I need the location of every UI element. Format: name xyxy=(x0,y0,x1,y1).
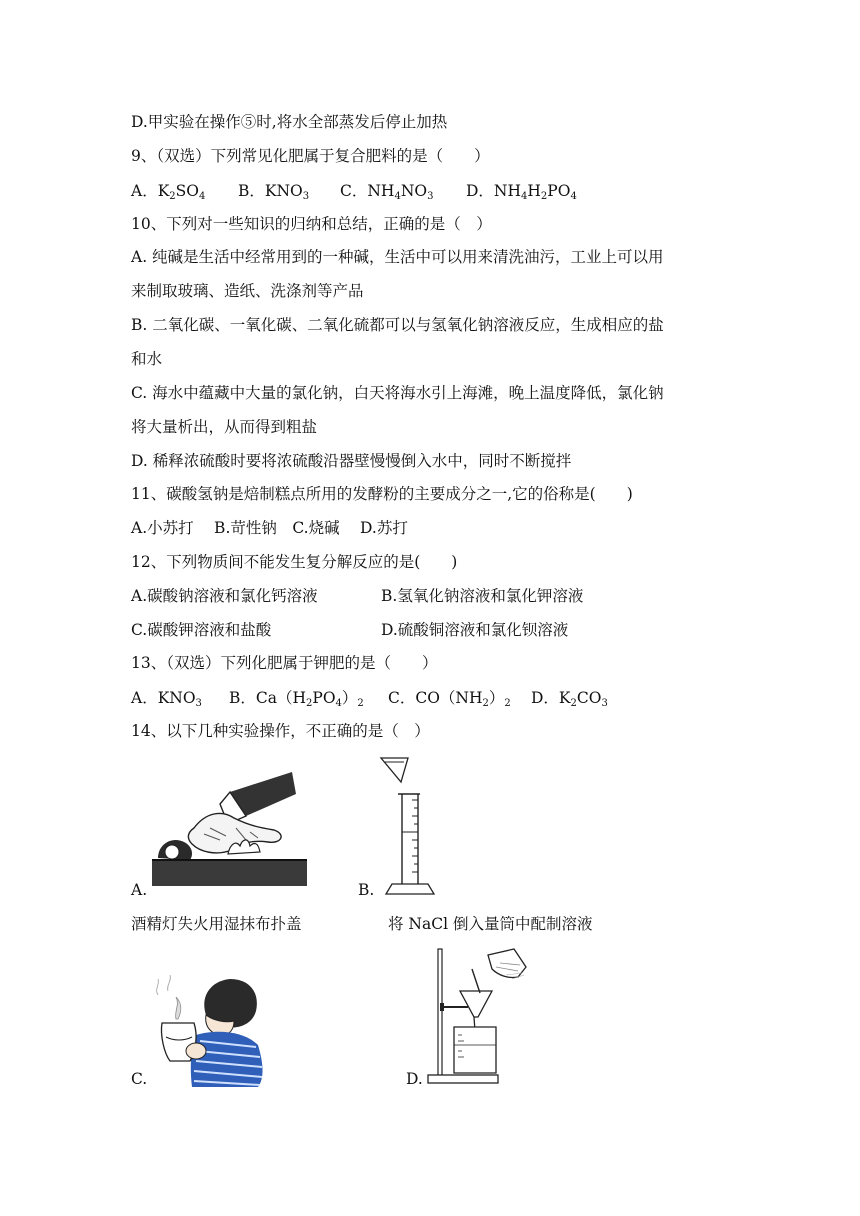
question-11: 11、碳酸氢钠是焙制糕点所用的发酵粉的主要成分之一,它的俗称是( ) xyxy=(131,485,633,503)
question-10: 10、下列对一些知识的归纳和总结，正确的是（ ） xyxy=(131,215,492,233)
q9-option-c: C．$NH_4NO_3$ xyxy=(340,182,434,202)
question-13: 13、（双选）下列化肥属于钾肥的是（ ） xyxy=(131,654,438,672)
q12-option-c: C.碳酸钾溶液和盐酸 xyxy=(131,621,272,639)
figure-b-graduated-cylinder xyxy=(372,752,442,897)
figure-b-label: B. xyxy=(358,881,375,899)
q10-option-b-line1: B. 二氧化碳、一氧化碳、二氧化硫都可以与氢氧化钠溶液反应，生成相应的盐 xyxy=(131,316,664,334)
q10-option-c-line1: C. 海水中蕴藏中大量的氯化钠，白天将海水引上海滩，晚上温度降低，氯化钠 xyxy=(131,384,664,402)
figure-d-label: D. xyxy=(406,1070,423,1088)
question-14: 14、以下几种实验操作，不正确的是（ ） xyxy=(131,722,430,740)
q12-option-d: D.硫酸铜溶液和氯化钡溶液 xyxy=(381,621,569,639)
figure-a-caption: 酒精灯失火用湿抹布扑盖 xyxy=(131,915,302,933)
q11-options: A.小苏打 B.苛性钠 C.烧碱 D.苏打 xyxy=(131,519,408,537)
figure-d-filtration-setup xyxy=(426,945,532,1087)
figure-a-cloth-over-fire xyxy=(150,770,310,895)
q9-option-b: B．$KNO_3$ xyxy=(238,182,310,202)
q13-option-a: A．$KNO_3$ xyxy=(131,689,202,709)
q9-option-d: D．$NH_4H_2PO_4$ xyxy=(466,182,577,202)
question-12: 12、下列物质间不能发生复分解反应的是( ) xyxy=(131,553,458,571)
q10-option-d: D. 稀释浓硫酸时要将浓硫酸沿器壁慢慢倒入水中，同时不断搅拌 xyxy=(131,452,572,470)
q12-option-b: B.氢氧化钠溶液和氯化钾溶液 xyxy=(381,587,584,605)
q13-option-b: B．$Ca(H_2PO_4)_2$ xyxy=(229,689,364,709)
q10-option-c-line2: 将大量析出，从而得到粗盐 xyxy=(131,418,318,436)
question-9: 9、（双选）下列常见化肥属于复合肥料的是（ ） xyxy=(131,147,490,165)
q10-option-a-line2: 来制取玻璃、造纸、洗涤剂等产品 xyxy=(131,282,364,300)
q9-option-a: A．$K_2SO_4$ xyxy=(131,182,206,202)
figure-b-caption: 将 NaCl 倒入量筒中配制溶液 xyxy=(388,915,593,933)
q13-option-d: D．$K_2CO_3$ xyxy=(531,689,608,709)
figure-c-person-smelling xyxy=(146,975,266,1090)
figure-a-label: A. xyxy=(131,881,148,899)
q12-option-a: A.碳酸钠溶液和氯化钙溶液 xyxy=(131,587,318,605)
q10-option-b-line2: 和水 xyxy=(131,350,163,368)
q13-option-c: C．$CO(NH_2)_2$ xyxy=(388,689,511,709)
figure-c-label: C. xyxy=(131,1070,148,1088)
option-d-previous: D.甲实验在操作⑤时,将水全部蒸发后停止加热 xyxy=(131,113,448,131)
q10-option-a-line1: A. 纯碱是生活中经常用到的一种碱，生活中可以用来清洗油污，工业上可以用 xyxy=(131,248,664,266)
